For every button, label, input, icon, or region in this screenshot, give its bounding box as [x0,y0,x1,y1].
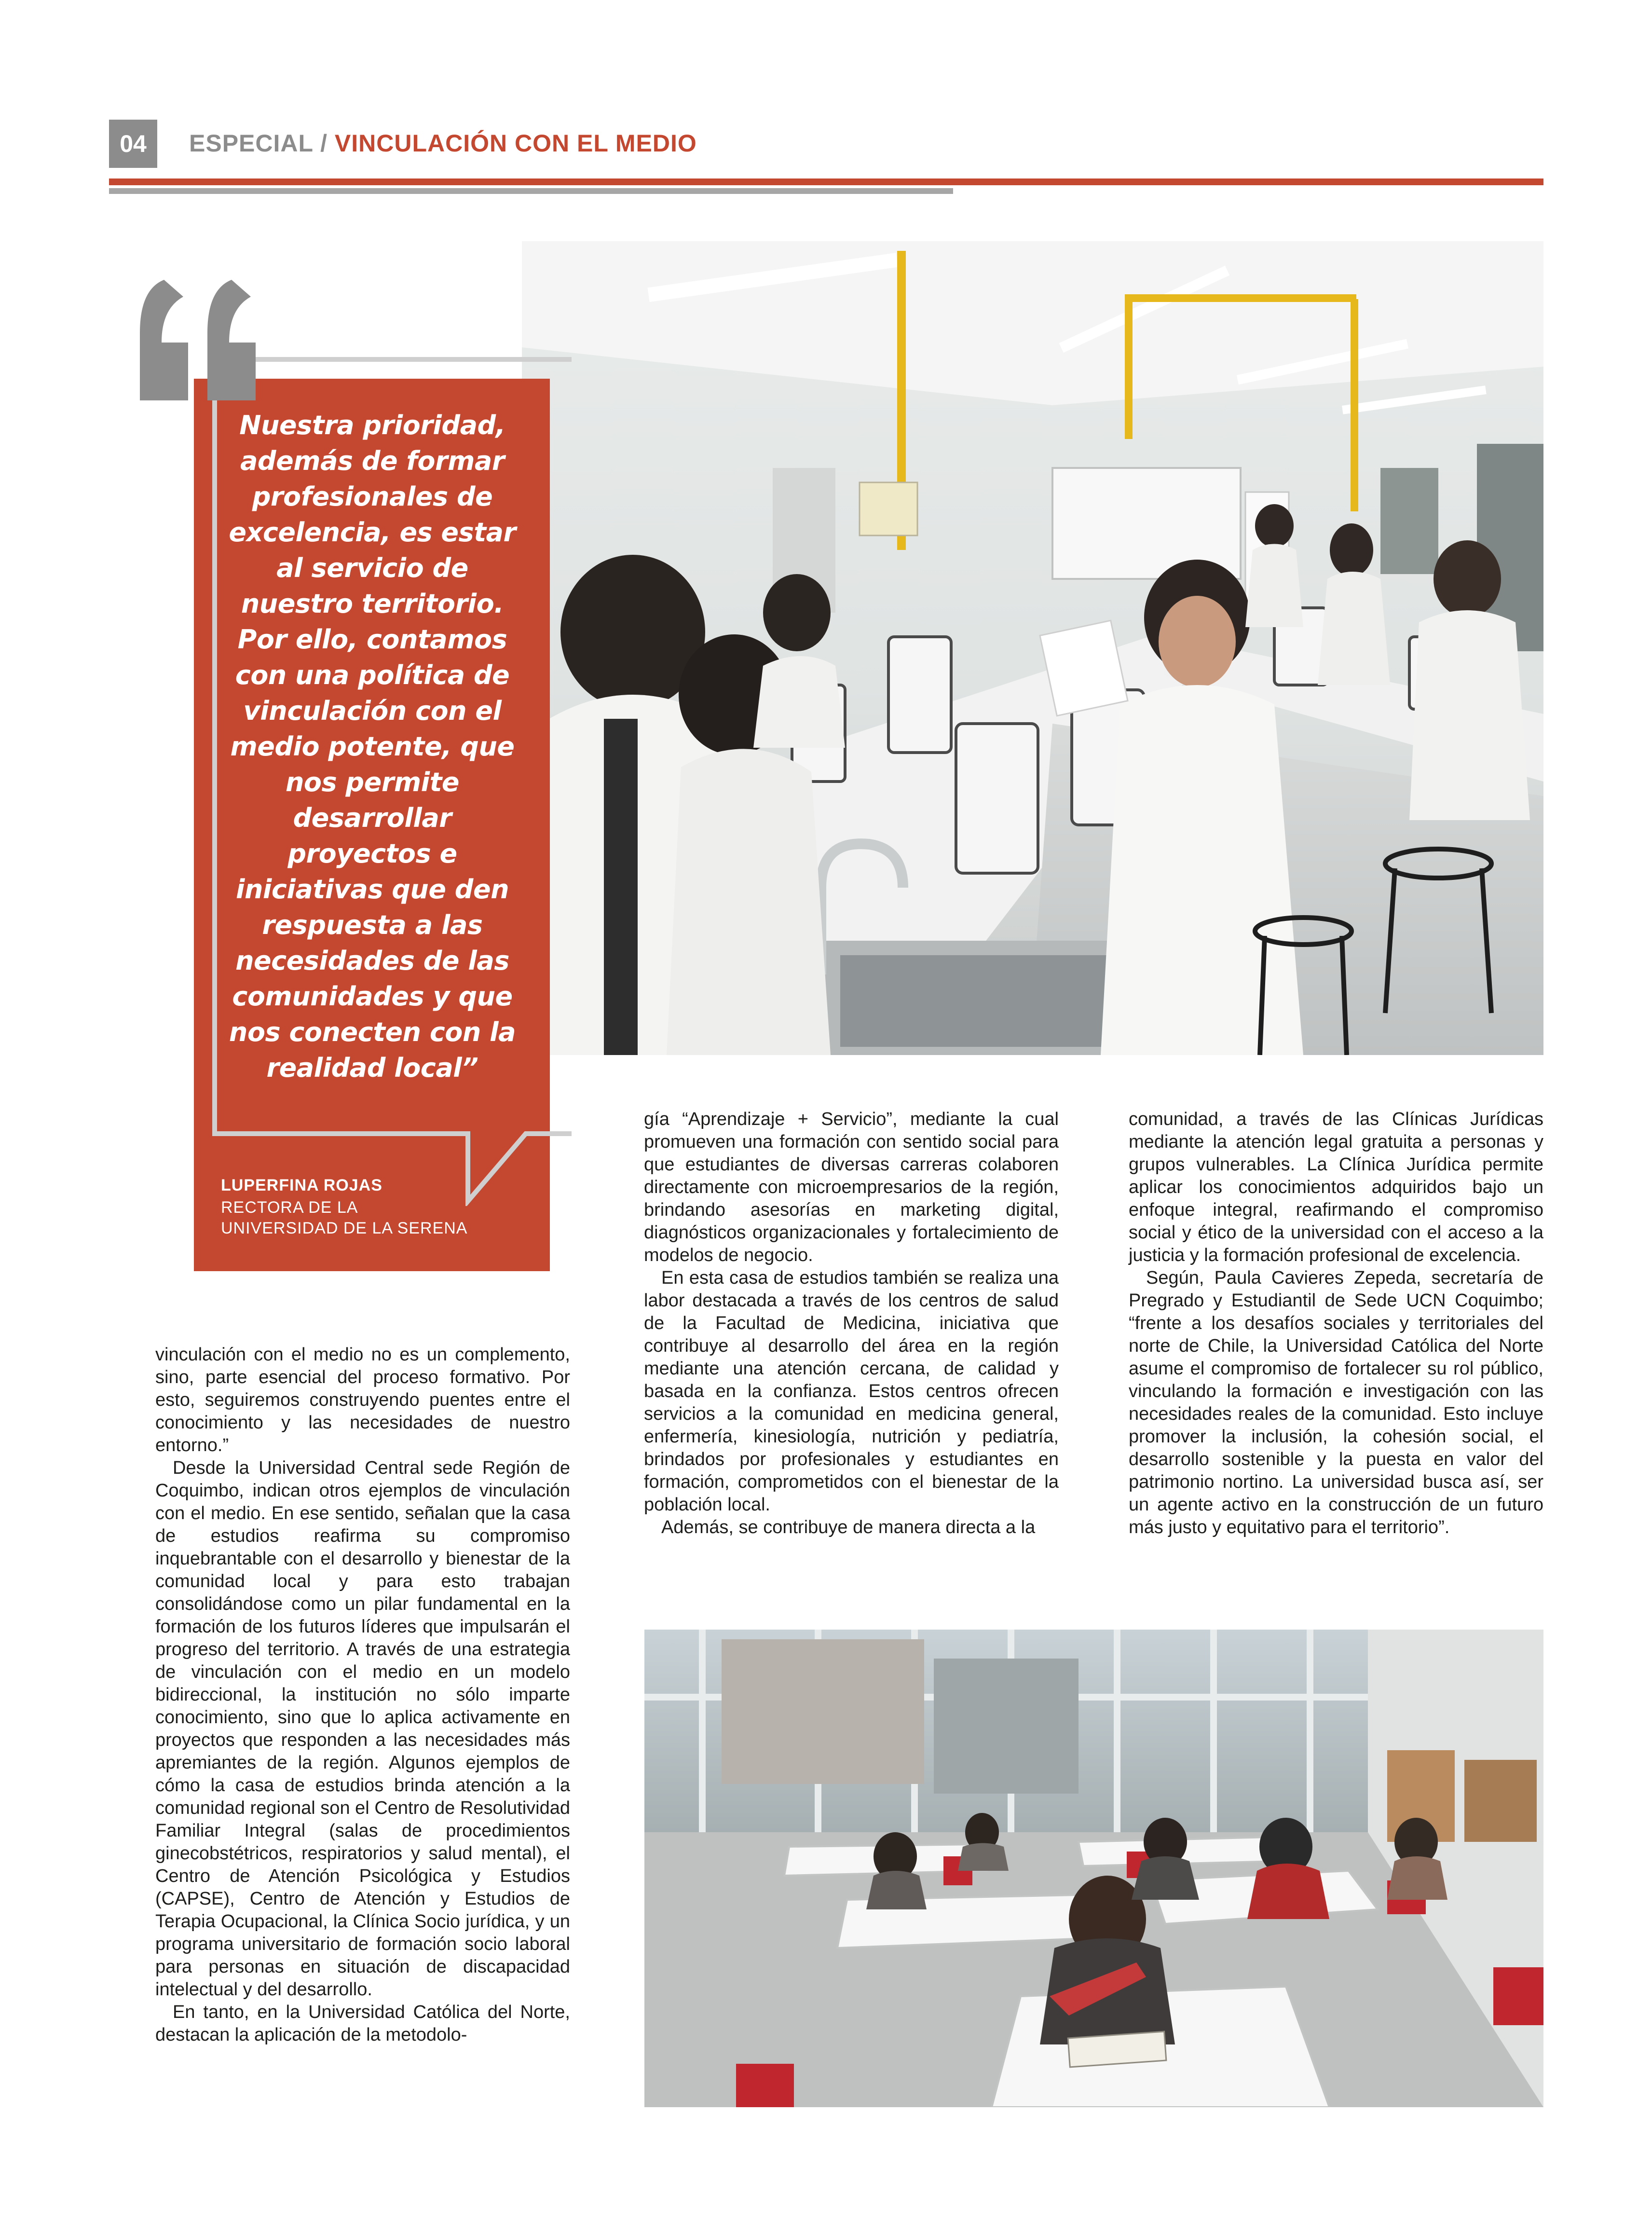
page-number: 04 [109,120,157,168]
paragraph: En esta casa de estudios también se realiza una labor destacada a través de los centros de salud de la Facultad de Medicina, iniciativa que contribuye al desarrollo del área en la región mediante una atención cercana, de calidad y basada en la confianza. Estos centros ofrecen servicios a la comunidad en medicina general, enfermería, kinesiología, nutrición y pediatría, brindados por profesionales y estudiantes en formación, comprometidos con el bienestar de la población local. [644,1268,1059,1515]
header-rule-red [109,178,1543,185]
paragraph: Según, Paula Cavieres Zepeda, secretaría de Pregrado y Estudiantil de Sede UCN Coquimbo; “frente a los desafíos sociales y territoriales del norte de Chile, la Universidad Católica del Norte asume el compromiso de fortalecer su rol público, vinculando la formación e investigación con las necesidades reales de la comunidad. Esto incluye promover la inclusión, la cohesión social, el desarrollo sostenible y la puesta en valor del patrimonio nortino. La universidad busca así, ser un agente activo en la construcción de un futuro más justo y equitativo para el territorio”. [1129,1268,1543,1537]
header-rule-gray [109,188,953,194]
paragraph: Además, se contribuye de manera directa a la [661,1517,1036,1537]
quote-mark-icon [135,270,265,415]
section-header [189,129,697,157]
paragraph: Desde la Universidad Central sede Región de Coquimbo, indican otros ejemplos de vinculación con el medio. En ese sentido, señalan que la casa de estudios reafirma su compromiso inquebrantable con el desarrollo y bienestar de la comunidad local y para esto trabajan consolidándose como un pilar fundamental en la formación de los futuros líderes que impulsarán el progreso del territorio. A través de una estrategia de vinculación con el medio en un modelo bidireccional, la institución no sólo imparte conocimiento, sino que lo aplica activamente en proyectos que responden a las necesidades más apremiantes de la región. Algunos ejemplos de cómo la casa de estudios brinda atención a la comunidad regional son el Centro de Resolutividad Familiar Integral (salas de procedimientos ginecobstétricos, respiratorios y salud mental), el Centro de Atención Psicológica y Estudios (CAPSE), Centro de Atención y Estudios de Terapia Ocupacional, la Clínica Socio jurídica, y un programa universitario de formación socio laboral para personas en situación de discapacidad intelectual y del desarrollo. [155,1458,570,2000]
paragraph: vinculación con el medio no es un complemento, sino, parte esencial del proceso formativo. Por esto, seguiremos construyendo puentes entre el conocimiento y las necesidades de nuestro entorno.” [155,1344,570,1455]
quote-author: LUPERFINA ROJAS [221,1176,382,1194]
section-separator: / [320,130,328,157]
paragraph: comunidad, a través de las Clínicas Jurídicas mediante la atención legal gratuita a personas y grupos vulnerables. La Clínica Jurídica permite aplicar los conocimientos adquiridos bajo un enfoque integral, reafirmando el compromiso social y ético de la universidad con el acceso a la justicia y la formación profesional de excelencia. [1129,1109,1543,1265]
library-photo [644,1630,1543,2107]
section-label: ESPECIAL [189,130,314,157]
lab-photo [522,241,1543,1055]
paragraph: En tanto, en la Universidad Católica del Norte, destacan la aplicación de la metodolo- [155,2002,570,2045]
quote-author-role [221,1197,467,1239]
article-column-2 [644,1108,1059,1539]
subsection-label: VINCULACIÓN CON EL MEDIO [334,130,697,157]
article-column-3 [1129,1108,1543,1539]
article-column-1 [155,1344,570,2046]
quote-role-line-2: UNIVERSIDAD DE LA SERENA [221,1219,468,1237]
quote-role-line-1: RECTORA DE LA [221,1198,358,1217]
paragraph: gía “Aprendizaje + Servicio”, mediante la cual promueven una formación con sentido social para que estudiantes de diversas carreras colaboren directamente con microempresarios de la región, brindando asesorías en marketing digital, diagnósticos organizacionales y fortalecimiento de modelos de negocio. [644,1109,1059,1265]
pull-quote-text: Nuestra prioridad, además de formar profesionales de excelencia, es estar al servicio de nuestro territorio. Por ello, contamos con una política de vinculación con el medio potente, que nos permite desarrollar proyectos e iniciativas que den respuesta a las necesidades de las comunidades y que nos conecten con la realidad local” [229,410,516,1083]
